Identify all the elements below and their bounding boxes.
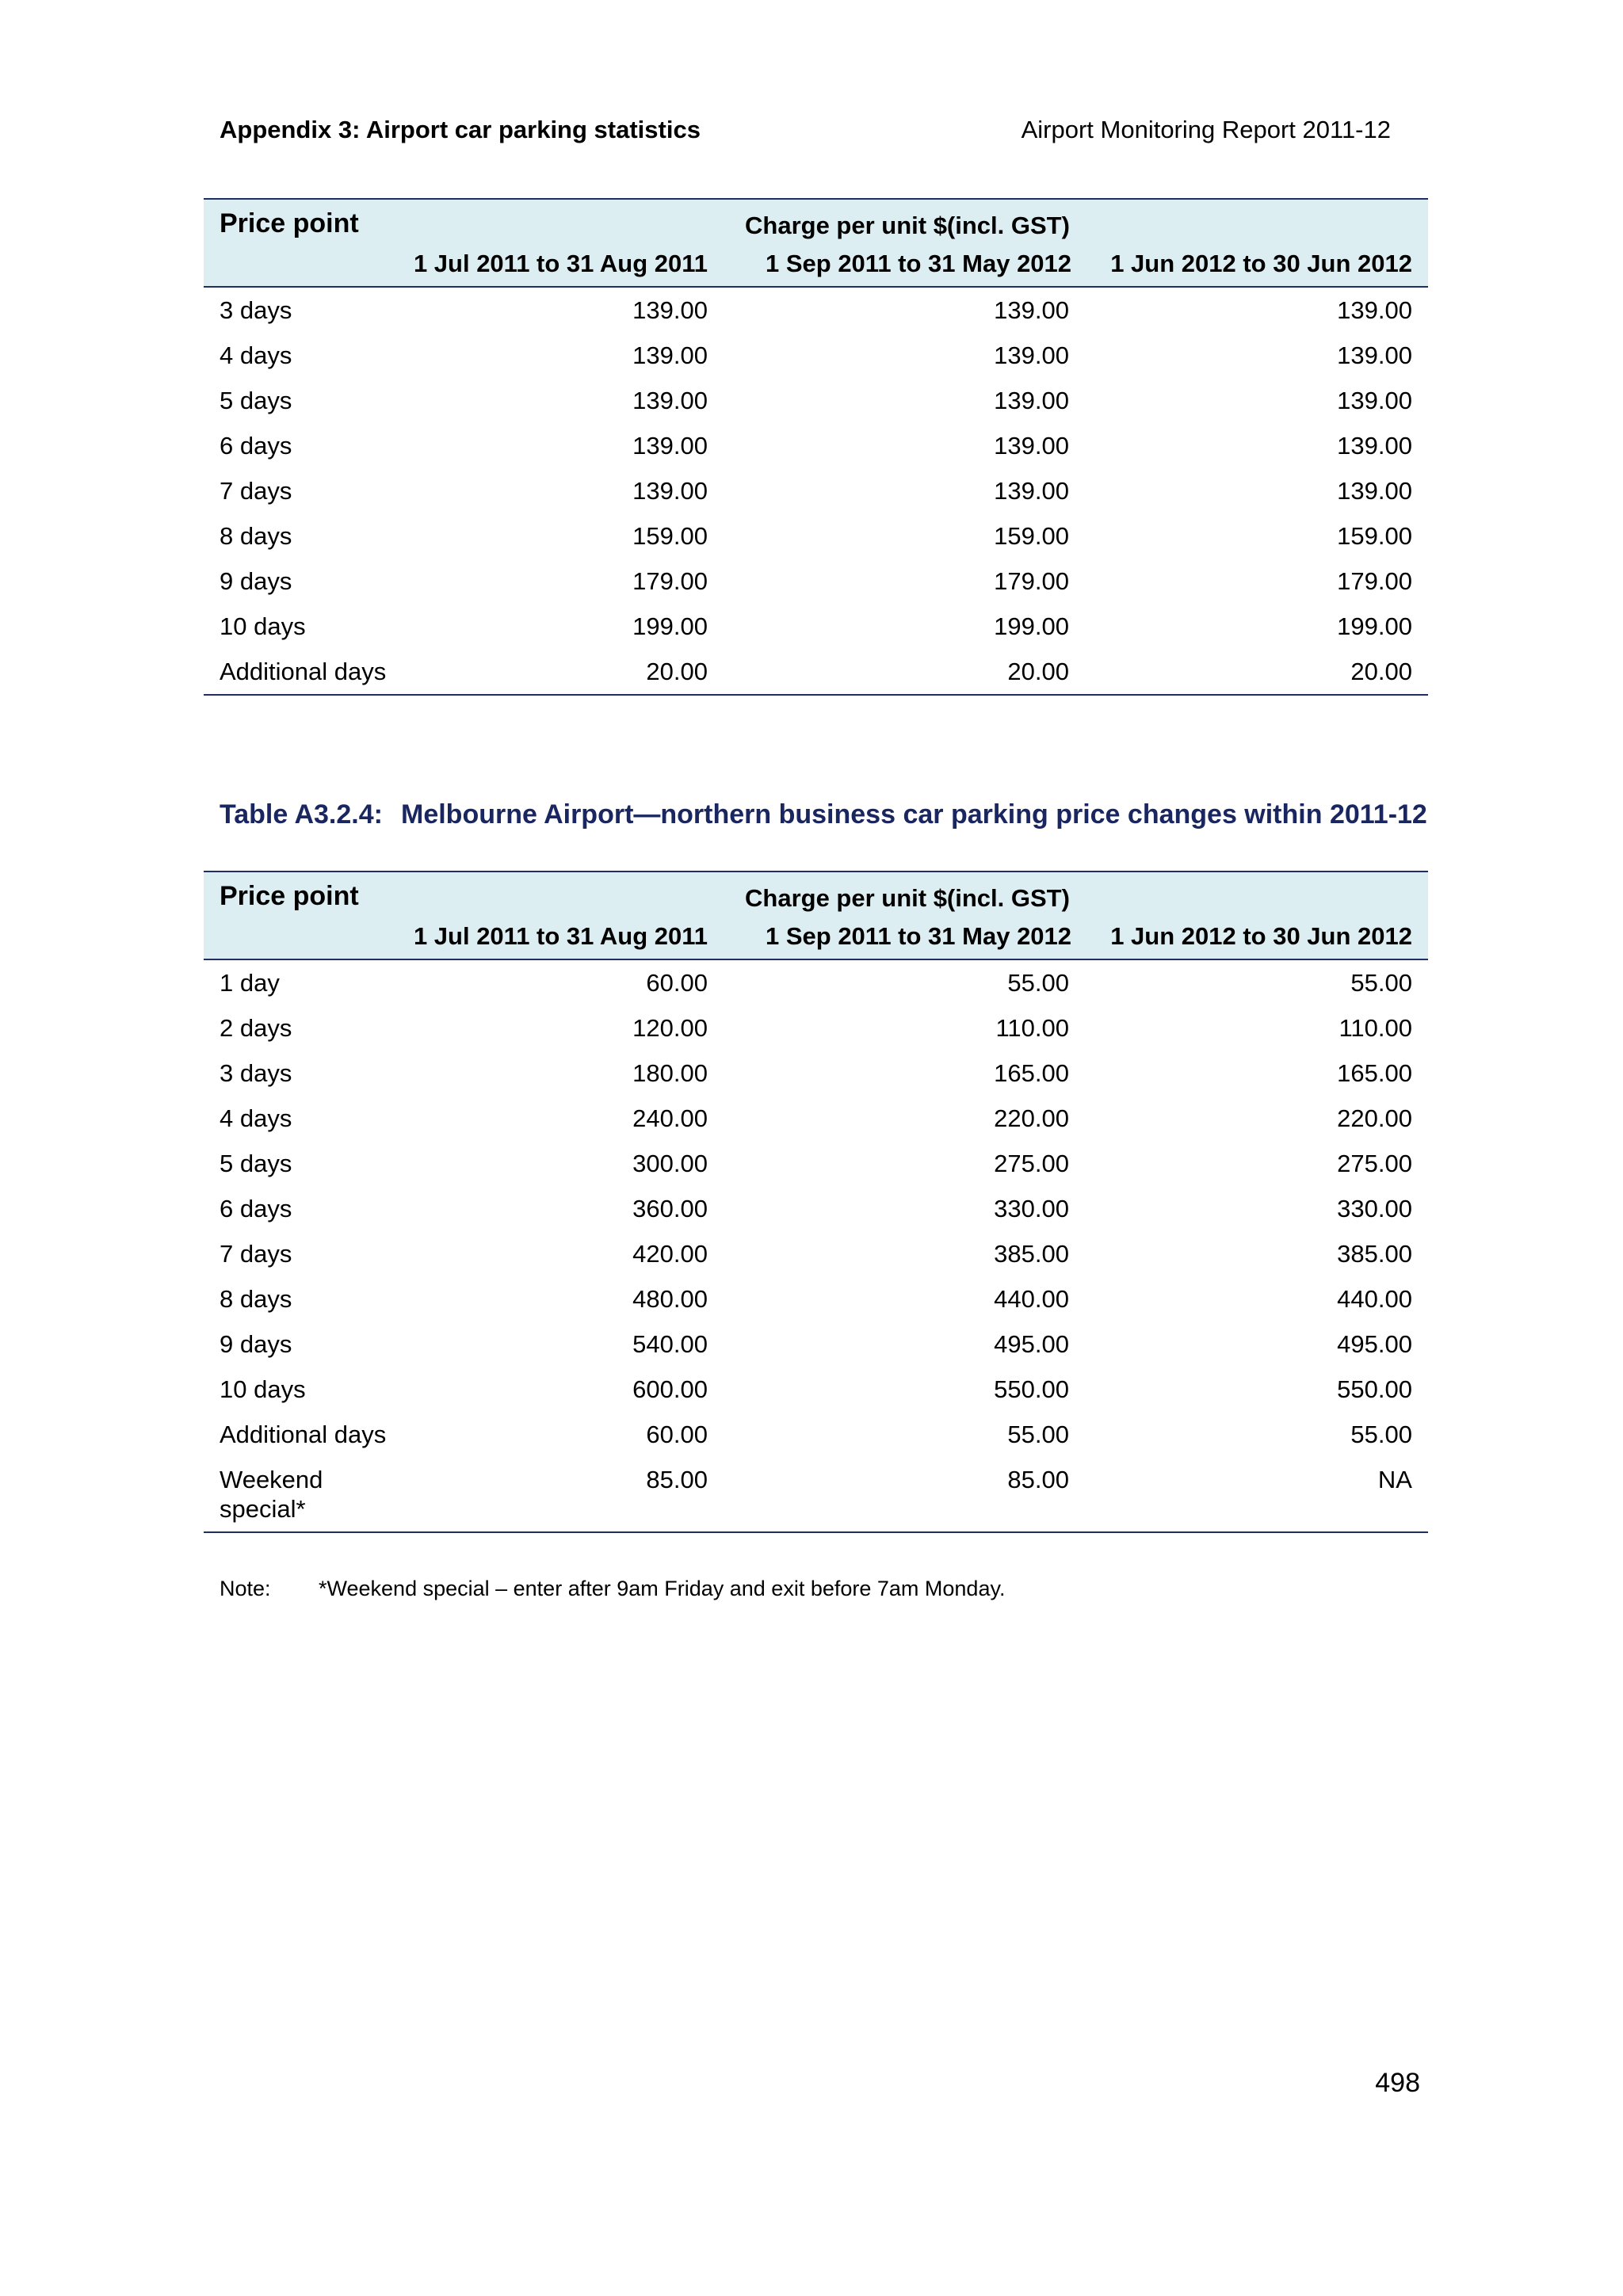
price-cell: 55.00 — [1350, 969, 1412, 997]
price-cell: 139.00 — [1337, 341, 1412, 369]
column-header: 1 Jul 2011 to 31 Aug 2011 — [394, 921, 724, 959]
table-row — [204, 1276, 1428, 1322]
table-row — [204, 468, 1428, 513]
price-point-header: Price point — [204, 871, 394, 921]
table-row — [204, 1322, 1428, 1367]
row-label: 4 days — [220, 1104, 292, 1132]
table-row — [204, 1457, 1428, 1532]
price-cell: 385.00 — [1337, 1240, 1412, 1268]
price-cell: 139.00 — [994, 387, 1069, 414]
price-cell: 60.00 — [646, 1421, 708, 1448]
price-cell: 540.00 — [632, 1330, 708, 1358]
price-cell: 165.00 — [1337, 1059, 1412, 1087]
price-cell: 139.00 — [994, 477, 1069, 505]
price-cell: 139.00 — [632, 296, 708, 324]
column-header: 1 Sep 2011 to 31 May 2012 — [724, 921, 1085, 959]
price-cell: 330.00 — [1337, 1195, 1412, 1222]
price-cell: 139.00 — [994, 432, 1069, 460]
table-number: Table A3.2.4: — [220, 799, 383, 830]
price-cell: 300.00 — [632, 1150, 708, 1177]
price-cell: 139.00 — [632, 432, 708, 460]
price-cell: 110.00 — [995, 1014, 1069, 1042]
table-row — [204, 649, 1428, 695]
note-text: *Weekend special – enter after 9am Friday and exit before 7am Monday. — [319, 1577, 1006, 1600]
price-cell: 85.00 — [724, 1457, 1085, 1532]
row-label: 8 days — [220, 522, 292, 550]
table-body — [204, 959, 1428, 1532]
row-label: 1 day — [220, 969, 280, 997]
price-cell: 159.00 — [1337, 522, 1412, 550]
price-cell: 110.00 — [1338, 1014, 1412, 1042]
table-body — [204, 287, 1428, 695]
table-row — [204, 1231, 1428, 1276]
price-cell: 220.00 — [1337, 1104, 1412, 1132]
column-header: 1 Sep 2011 to 31 May 2012 — [724, 249, 1085, 287]
melbourne-northern-business-parking-table — [204, 871, 1428, 1533]
price-cell: 165.00 — [994, 1059, 1069, 1087]
row-label: Additional days — [204, 649, 394, 695]
price-cell: 330.00 — [994, 1195, 1069, 1222]
price-cell: 55.00 — [1007, 969, 1069, 997]
table-row — [204, 513, 1428, 559]
parking-price-table-continued — [204, 198, 1428, 696]
running-header-section: Appendix 3: Airport car parking statistics — [220, 116, 701, 143]
running-header-report: Airport Monitoring Report 2011-12 — [1021, 116, 1391, 143]
price-cell: NA — [1085, 1457, 1428, 1532]
price-cell: 495.00 — [1337, 1330, 1412, 1358]
price-cell: 360.00 — [632, 1195, 708, 1222]
note-label: Note: — [220, 1577, 271, 1600]
price-cell: 139.00 — [1337, 296, 1412, 324]
table-row — [204, 378, 1428, 423]
price-cell: 600.00 — [632, 1375, 708, 1403]
table-row — [204, 1096, 1428, 1141]
price-cell: 20.00 — [724, 649, 1085, 695]
price-cell: 480.00 — [632, 1285, 708, 1313]
price-cell: 60.00 — [646, 969, 708, 997]
row-label: 9 days — [220, 567, 292, 595]
price-cell: 20.00 — [394, 649, 724, 695]
column-header: 1 Jul 2011 to 31 Aug 2011 — [394, 249, 724, 287]
table-row — [204, 959, 1428, 1005]
table-row — [204, 559, 1428, 604]
price-cell: 550.00 — [994, 1375, 1069, 1403]
price-cell: 199.00 — [632, 612, 708, 640]
price-cell: 139.00 — [1337, 387, 1412, 414]
row-label: 3 days — [220, 296, 292, 324]
row-label: 10 days — [220, 1375, 306, 1403]
price-cell: 139.00 — [632, 341, 708, 369]
price-cell: 275.00 — [1337, 1150, 1412, 1177]
column-header: 1 Jun 2012 to 30 Jun 2012 — [1085, 249, 1428, 287]
charge-per-unit-header: Charge per unit $(incl. GST) — [394, 199, 1428, 249]
price-cell: 179.00 — [632, 567, 708, 595]
price-cell: 420.00 — [632, 1240, 708, 1268]
price-cell: 139.00 — [994, 296, 1069, 324]
price-cell: 159.00 — [632, 522, 708, 550]
row-label: 6 days — [220, 1195, 292, 1222]
table-row — [204, 604, 1428, 649]
price-point-header-spacer — [204, 921, 394, 959]
price-cell: 55.00 — [1007, 1421, 1069, 1448]
price-point-header: Price point — [204, 199, 394, 249]
row-label: Weekend special* — [204, 1457, 394, 1532]
table-row — [204, 287, 1428, 333]
row-label: 7 days — [220, 477, 292, 505]
row-label: 9 days — [220, 1330, 292, 1358]
price-cell: 159.00 — [994, 522, 1069, 550]
row-label: 2 days — [220, 1014, 292, 1042]
table-row — [204, 1141, 1428, 1186]
row-label: Additional days — [220, 1421, 387, 1448]
price-cell: 495.00 — [994, 1330, 1069, 1358]
price-cell: 220.00 — [994, 1104, 1069, 1132]
price-cell: 85.00 — [394, 1457, 724, 1532]
table-row — [204, 333, 1428, 378]
price-cell: 139.00 — [632, 477, 708, 505]
table-row — [204, 1051, 1428, 1096]
price-cell: 240.00 — [632, 1104, 708, 1132]
price-cell: 120.00 — [632, 1014, 708, 1042]
page-number: 498 — [1375, 2068, 1420, 2098]
price-cell: 180.00 — [632, 1059, 708, 1087]
price-cell: 385.00 — [994, 1240, 1069, 1268]
row-label: 5 days — [220, 387, 292, 414]
price-cell: 199.00 — [1337, 612, 1412, 640]
price-cell: 199.00 — [994, 612, 1069, 640]
price-cell: 139.00 — [632, 387, 708, 414]
row-label: 7 days — [220, 1240, 292, 1268]
price-cell: 275.00 — [994, 1150, 1069, 1177]
row-label: 10 days — [220, 612, 306, 640]
price-cell: 550.00 — [1337, 1375, 1412, 1403]
table-title: Melbourne Airport—northern business car parking price changes within 2011-12 — [401, 799, 1427, 830]
price-cell: 139.00 — [1337, 477, 1412, 505]
table-row — [204, 423, 1428, 468]
price-point-header-spacer — [204, 249, 394, 287]
row-label: 8 days — [220, 1285, 292, 1313]
table-row — [204, 1005, 1428, 1051]
price-cell: 139.00 — [994, 341, 1069, 369]
table-row — [204, 1367, 1428, 1412]
table-row — [204, 1412, 1428, 1457]
price-cell: 440.00 — [1337, 1285, 1412, 1313]
price-cell: 55.00 — [1350, 1421, 1412, 1448]
row-label: 6 days — [220, 432, 292, 460]
row-label: 5 days — [220, 1150, 292, 1177]
row-label: 3 days — [220, 1059, 292, 1087]
row-label: 4 days — [220, 341, 292, 369]
price-cell: 179.00 — [1337, 567, 1412, 595]
price-cell: 20.00 — [1085, 649, 1428, 695]
table-row — [204, 1186, 1428, 1231]
price-cell: 440.00 — [994, 1285, 1069, 1313]
price-cell: 179.00 — [994, 567, 1069, 595]
charge-per-unit-header: Charge per unit $(incl. GST) — [394, 871, 1428, 921]
column-header: 1 Jun 2012 to 30 Jun 2012 — [1085, 921, 1428, 959]
price-cell: 139.00 — [1337, 432, 1412, 460]
